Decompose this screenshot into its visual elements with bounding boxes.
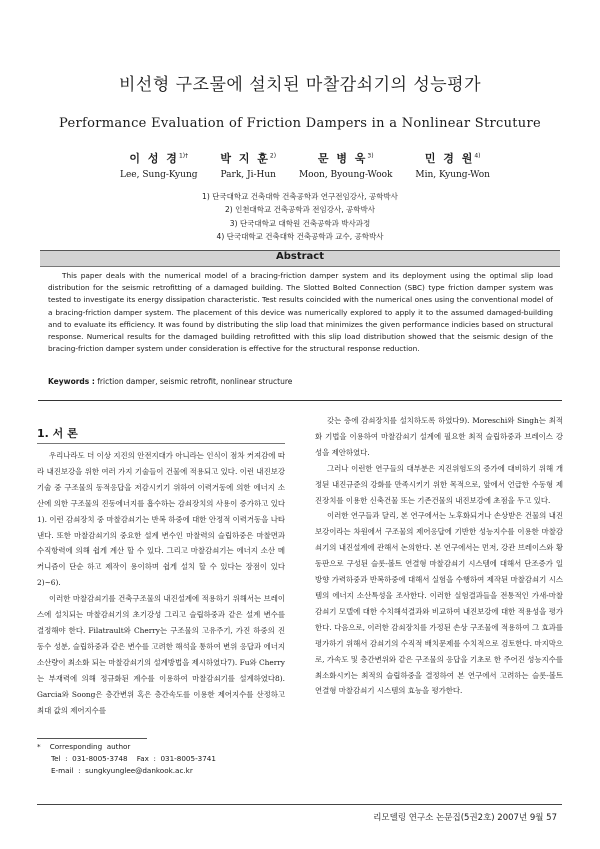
section-heading-underline [37, 443, 285, 444]
abstract-heading: Abstract [275, 251, 325, 262]
author-list [120, 150, 490, 180]
affiliations [0, 190, 600, 243]
paragraph: 우리나라도 더 이상 지진의 안전지대가 아니라는 인식이 점차 커져감에 따라 내진보강을 위한 여러 가지 기술들이 건물에 적용되고 있다. 이런 내진보강 기술 중 구조물의 동적응답을 저감시키기 위하여 이력거동에 의한 에너지 소산에 의한 구조물의 진동에너지를 흡수하는 감쇠장치의 사용이 증가하고 있다1). 이런 감쇠장치 중 마찰감쇠기는 반복 하중에 대한 안정적 이력거동을 나타낸다. 또한 마찰감쇠기의 중요한 설계 변수인 마찰력의 슬립하중은 마찰면과 수직항력에 의해 쉽게 계산 할 수 있다. 그리고 마찰감쇠기는 에너지 소산 메커니즘이 단순 하고 제작이 용이하며 쉽게 설치 할 수 있다는 장점이 있다2)~6). [37, 451, 285, 588]
author-name-korean: 이 성 경 [129, 152, 179, 165]
author-name-english: Lee, Sung-Kyung [120, 170, 198, 180]
body-column-left [37, 448, 285, 718]
page-footer: 리모델링 연구소 논문집(5권2호) 2007년 9월 57 [373, 813, 557, 823]
footnote-email: E-mail : sungkyunglee@dankook.ac.kr [51, 766, 193, 775]
paragraph: 갖는 층에 감쇠장치를 설치하도록 하였다9). Moreschi와 Singh는 최적화 기법을 이용하여 마찰감쇠기 설계에 필요한 최적 슬립하중과 브레이스 강성을 제안하였다. [315, 416, 563, 457]
author-superscript: 2) [269, 152, 277, 160]
abstract-body: This paper deals with the numerical model of a bracing-friction damper system and its deployment using the optimal slip load distribution for the seismic retrofitting of a damaged building. The Slotted Bolted Connection (SBC) type friction damper system was tested to investigate its energy dissipation characteristic. Test results coincided with the numerical ones using the conventional model of a bracing-friction damper system. The placement of this device was numerically explored to apply it to the assumed damaged-building and to evaluate its efficiency. It was found by distributing the slip load that minimizes the given performance indicies based on structural response. Numerical results for the damaged building retrofitted with this slip load distribution showed that the seismic design of the bracing-friction damper system under consideration is effective for the structural response reduction. [48, 271, 553, 354]
footnote-corresponding: * Corresponding author [37, 742, 131, 751]
author-name-korean: 민 경 원 [424, 152, 475, 165]
footnote [37, 741, 287, 777]
author-name-english: Min, Kyung-Won [415, 170, 490, 180]
author-name-english: Moon, Byoung-Wook [298, 170, 393, 180]
section-heading: 1. 서 론 [37, 427, 78, 440]
footnote-divider [37, 738, 147, 739]
footer-divider [37, 804, 562, 805]
author [220, 150, 276, 180]
keywords [48, 377, 553, 386]
paper-title-korean: 비선형 구조물에 설치된 마찰감쇠기의 성능평가 [118, 75, 482, 95]
author-superscript: 1)† [178, 152, 189, 160]
author-name-korean: 박 지 훈 [220, 152, 270, 165]
author-name-english: Park, Ji-Hun [220, 170, 276, 180]
paper-title-english: Performance Evaluation of Friction Dampers in a Nonlinear Strcuture [59, 116, 541, 131]
author [415, 150, 490, 180]
affiliation: 1) 단국대학교 건축대학 건축공학과 연구전임강사, 공학박사 [202, 192, 398, 201]
paragraph: 그러나 이런한 연구들의 대부분은 지진위험도의 증가에 대비하기 위해 개정된 내진규준의 강화를 만족시키기 위한 목적으로, 앞에서 언급한 수동형 제진장치를 이용한 신축건물 또는 기존건물의 내진보강에 초점을 두고 있다. [315, 463, 563, 505]
affiliation: 2) 인천대학교 건축공학과 전임강사, 공학박사 [224, 205, 376, 215]
author-superscript: 3) [367, 152, 374, 160]
keywords-label: Keywords : [48, 377, 95, 386]
footnote-phone: Tel : 031-8005-3748 Fax : 031-8005-3741 [51, 754, 216, 763]
body-column-right [315, 413, 563, 699]
author [299, 150, 393, 180]
author-name-korean: 문 병 욱 [317, 152, 368, 165]
abstract-divider [38, 400, 562, 401]
paragraph: 이러한 마찰감쇠기를 건축구조물의 내진설계에 적용하기 위해서는 브레이스에 설치되는 마찰감쇠기의 초기강성 그리고 슬립하중과 같은 설계 변수를 결정해야 한다. Filatrault와 Cherry는 구조물의 고유주기, 가진 하중의 진동수 성분, 슬립하중과 같은 변수를 고려한 해석을 통하여 변위 응답과 에너지소산량이 최소화 되는 마찰감쇠기의 설계방법을 제시하였다7). Fu와 Cherry는 부재력에 의해 정규화된 계수를 이용하여 마찰감쇠기를 설계하였다8). Garcia와 Soong은 층간변위 혹은 층간속도를 이용한 제어지수를 산정하고 최대 값의 제어지수를 [37, 594, 285, 715]
author [120, 150, 198, 180]
keywords-text: friction damper, seismic retrofit, nonlinear structure [97, 377, 293, 386]
affiliation: 4) 단국대학교 건축대학 건축공학과 교수, 공학박사 [216, 231, 384, 241]
author-superscript: 4) [474, 152, 481, 160]
paragraph: 이러한 연구들과 달리, 본 연구에서는 노후화되거나 손상받은 건물의 내진보강이라는 차원에서 구조물의 제어응답에 기반한 성능지수를 이용한 마찰감쇠기의 내진설계에 관해서 논의한다. 본 연구에서는 먼저, 강관 브레이스와 황동판으로 구성된 슬롯-볼트 연결형 마찰감쇠기 시스템에 대해서 단조증가 일방향 가력하중과 반복하중에 대해서 실험을 수행하여 제작된 마찰감쇠기 시스템의 에너지 소산특성을 조사한다. 이러한 실험결과들을 전통적인 가새-마찰감쇠기 모델에 대한 수치해석결과와 비교하여 내진보강에 대한 적용성을 평가한다. 다음으로, 이러한 감쇠장치를 가정된 손상 구조물에 적용하여 그 효과를 평가하기 위해서 감쇠기의 수직적 배치문제를 수치적으로 검토한다. 마지막으로, 가속도 및 층간변위와 같은 구조물의 응답을 기초로 한 주어진 성능지수를 최소화시키는 최적의 슬립하중을 결정하여 본 연구에서 고려하는 슬롯-볼트 연결형 마찰감쇠기 시스템의 효능을 평가한다. [315, 511, 563, 696]
affiliation: 3) 단국대학교 대학원 건축공학과 박사과정 [229, 218, 371, 228]
